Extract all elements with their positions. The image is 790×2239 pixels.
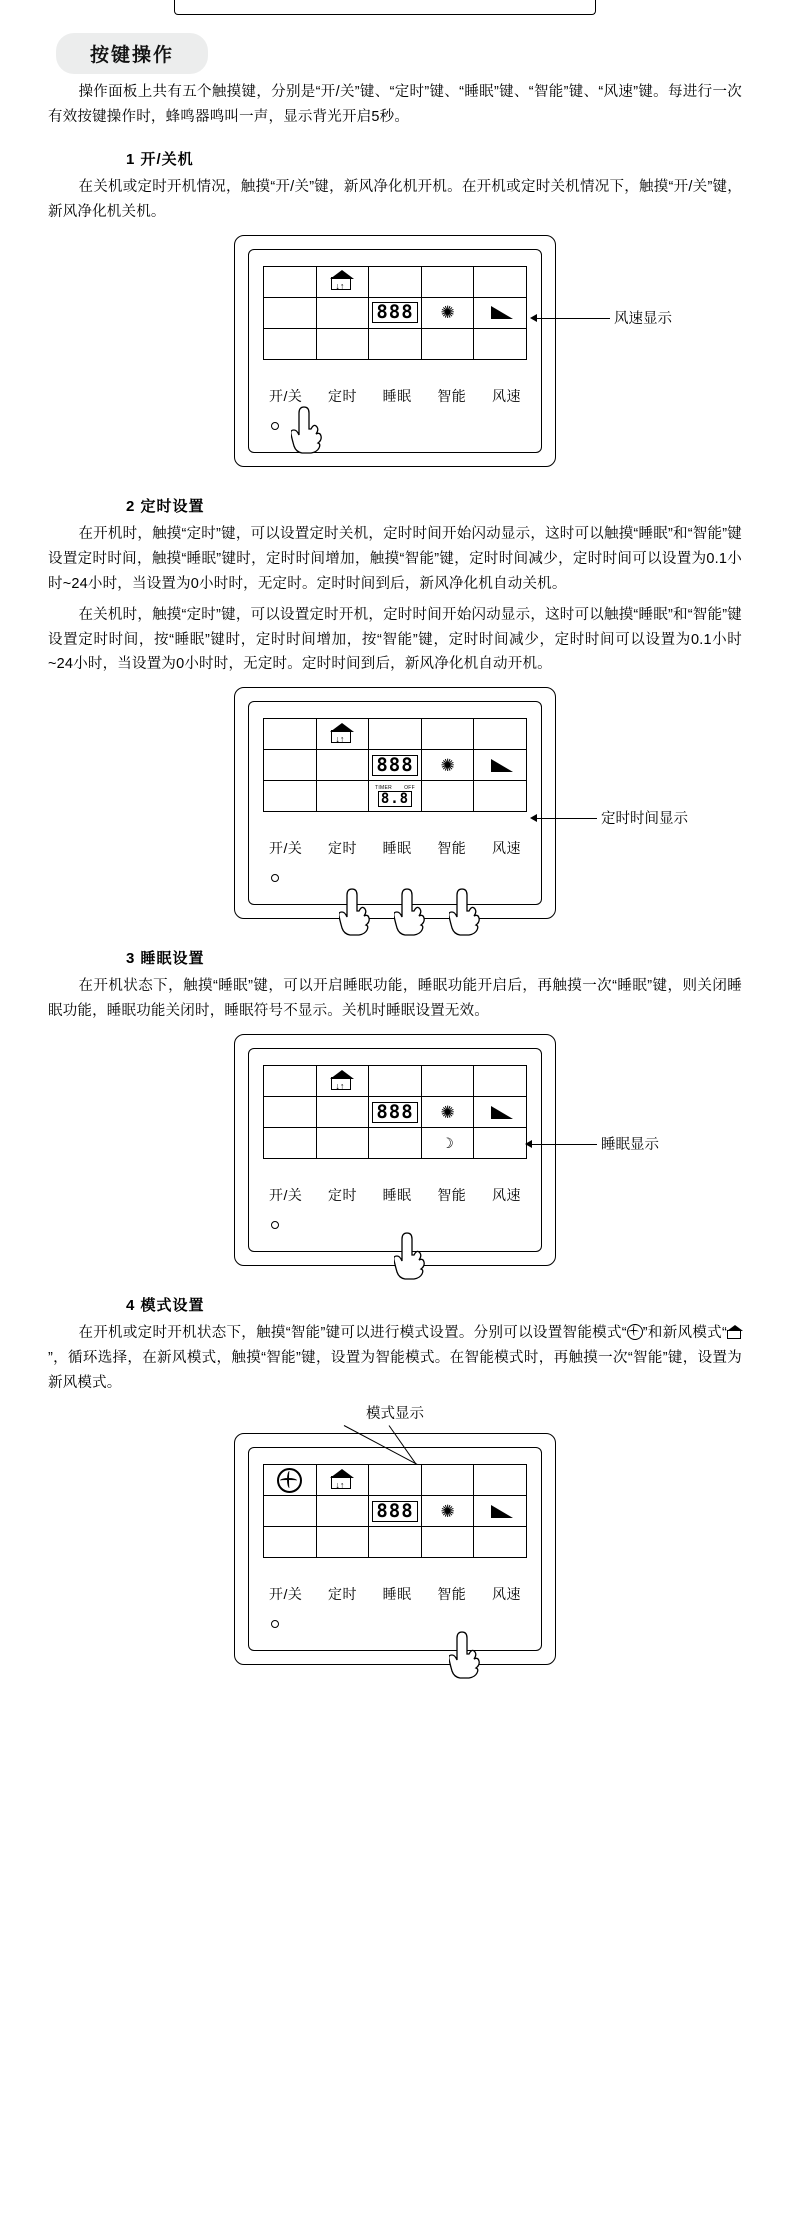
button-timer[interactable]: 定时 [328,1187,358,1204]
touch-button-row[interactable] [263,386,527,406]
indicator-led [271,874,279,882]
button-power[interactable]: 开/关 [269,387,303,404]
lcd-digits: 888 [372,302,417,323]
subsection-text-mode: 在开机或定时开机状态下，触摸“智能”键可以进行模式设置。分别可以设置智能模式“ ”和新风模式“”，循环选择，在新风模式，触摸“智能”键，设置为智能模式。在智能模式时，再触摸一次“智能”键，设置为新风模式。 [48,1325,742,1392]
lcd-digits: 888 [372,755,417,776]
lcd-display [263,266,527,360]
lcd-display-timer [263,718,527,812]
button-power[interactable]: 开/关 [269,1187,303,1204]
button-sleep[interactable]: 睡眠 [382,1187,412,1204]
button-sleep[interactable]: 睡眠 [382,387,412,404]
button-fanspeed[interactable]: 风速 [491,387,521,404]
button-power[interactable]: 开/关 [269,1586,303,1603]
button-smart[interactable]: 智能 [437,840,467,857]
hand-pointer-sleep [394,1231,424,1275]
fan-speed-bars [491,759,513,772]
leader-line-fan [534,318,610,319]
timer-label-timer: TIMER [375,785,393,792]
button-smart[interactable]: 智能 [437,1187,467,1204]
indicator-led [271,1221,279,1229]
button-smart[interactable]: 智能 [437,387,467,404]
button-fanspeed[interactable]: 风速 [491,1586,521,1603]
hand-pointer-timer [339,887,369,931]
figure-sleep [48,1034,742,1266]
subsection-text-timer-2: 在关机时，触摸“定时”键，可以设置定时开机，定时时间开始闪动显示，这时可以触摸“睡眠”和“智能”键设置定时时间，按“睡眠”键时，定时时间增加，按“智能”键，定时时间减少，定时时间可以设置为0.1小时~24小时，当设置为0小时时，无定时。定时时间到后，新风净化机自动开机。 [48,606,742,673]
fan-speed-bars [491,306,513,319]
subsection-title-mode: 4 模式设置 [126,1297,205,1315]
smart-mode-icon [277,1468,302,1493]
leader-arrow-sleep [525,1140,532,1148]
lcd-display-sleep [263,1065,527,1159]
button-sleep[interactable]: 睡眠 [382,1586,412,1603]
house-fresh-air-icon: ↓↑ [331,724,353,745]
subsection-text-timer-1: 在开机时，触摸“定时”键，可以设置定时关机，定时时间开始闪动显示，这时可以触摸“睡眠”和“智能”键设置定时时间，触摸“睡眠”键时，定时时间增加，触摸“智能”键，定时时间减少，定时时间可以设置为0.1小时~24小时，当设置为0小时时，无定时。定时时间到后，新风净化机自动关机。 [48,525,742,592]
button-timer[interactable]: 定时 [328,387,358,404]
touch-button-row-timer[interactable] [263,838,527,858]
timer-label-off: OFF [404,785,415,792]
callout-sleep: 睡眠显示 [601,1137,659,1154]
control-panel-sleep [234,1034,556,1266]
control-panel-timer [234,687,556,919]
lcd-display-mode [263,1464,527,1558]
fan-icon: ✺ [440,1102,455,1122]
lcd-digits: 888 [372,1102,417,1123]
hand-pointer-power [291,405,321,449]
smart-mode-icon [627,1324,643,1340]
house-fresh-air-icon: ↓↑ [331,1071,353,1092]
subsection-title-timer: 2 定时设置 [126,497,205,515]
house-fresh-air-icon: ↓↑ [331,271,353,292]
control-panel-mode [234,1433,556,1665]
leader-line-timer [534,818,597,819]
hand-pointer-sleep [394,887,424,931]
figure-timer [48,687,742,919]
lcd-timer-group [375,785,415,807]
indicator-led [271,1620,279,1628]
lcd-timer-digits: 8.8 [378,791,412,807]
subsection-title-sleep: 3 睡眠设置 [126,950,205,968]
fan-icon: ✺ [440,1501,455,1521]
fan-speed-bars [491,1106,513,1119]
house-fresh-air-icon [727,1326,742,1340]
indicator-led [271,422,279,430]
fan-icon: ✺ [440,755,455,775]
hand-pointer-smart [449,887,479,931]
button-timer[interactable]: 定时 [328,840,358,857]
subsection-text-sleep: 在开机状态下，触摸“睡眠”键，可以开启睡眠功能，睡眠功能开启后，再触摸一次“睡眠”键，则关闭睡眠功能，睡眠功能关闭时，睡眠符号不显示。关机时睡眠设置无效。 [48,978,742,1020]
button-fanspeed[interactable]: 风速 [491,840,521,857]
lcd-digits: 888 [372,1501,417,1522]
callout-fan-speed: 风速显示 [614,310,672,327]
subsection-title-power: 1 开/关机 [126,150,194,168]
button-smart[interactable]: 智能 [437,1586,467,1603]
callout-mode: 模式显示 [366,1406,424,1423]
section-intro: 操作面板上共有五个触摸键，分别是“开/关”键、“定时”键、“睡眠”键、“智能”键、“风速”键。每进行一次有效按键操作时，蜂鸣器鸣叫一声，显示背光开启5秒。 [48,84,742,125]
button-fanspeed[interactable]: 风速 [491,1187,521,1204]
subsection-text-power: 在关机或定时开机情况，触摸“开/关”键，新风净化机开机。在开机或定时关机情况下，触摸“开/关”键，新风净化机关机。 [48,178,742,220]
touch-button-row-mode[interactable] [263,1584,527,1604]
button-sleep[interactable]: 睡眠 [382,840,412,857]
fan-icon: ✺ [440,303,455,323]
fan-speed-bars [491,1505,513,1518]
hand-pointer-smart [449,1630,479,1674]
control-panel [234,235,556,467]
callout-timer-time: 定时时间显示 [601,811,688,828]
leader-line-sleep [529,1144,597,1145]
button-timer[interactable]: 定时 [328,1586,358,1603]
figure-power [48,235,742,467]
top-border-stub [174,0,596,15]
button-power[interactable]: 开/关 [269,840,303,857]
leader-arrow-timer [530,814,537,822]
sleep-moon-icon: ☽ [441,1134,454,1151]
section-heading-row [56,15,742,74]
touch-button-row-sleep[interactable] [263,1185,527,1205]
section-heading: 按键操作 [56,33,208,74]
house-fresh-air-icon: ↓↑ [331,1470,353,1491]
figure-mode [48,1423,742,1665]
leader-arrow-fan [530,314,537,322]
